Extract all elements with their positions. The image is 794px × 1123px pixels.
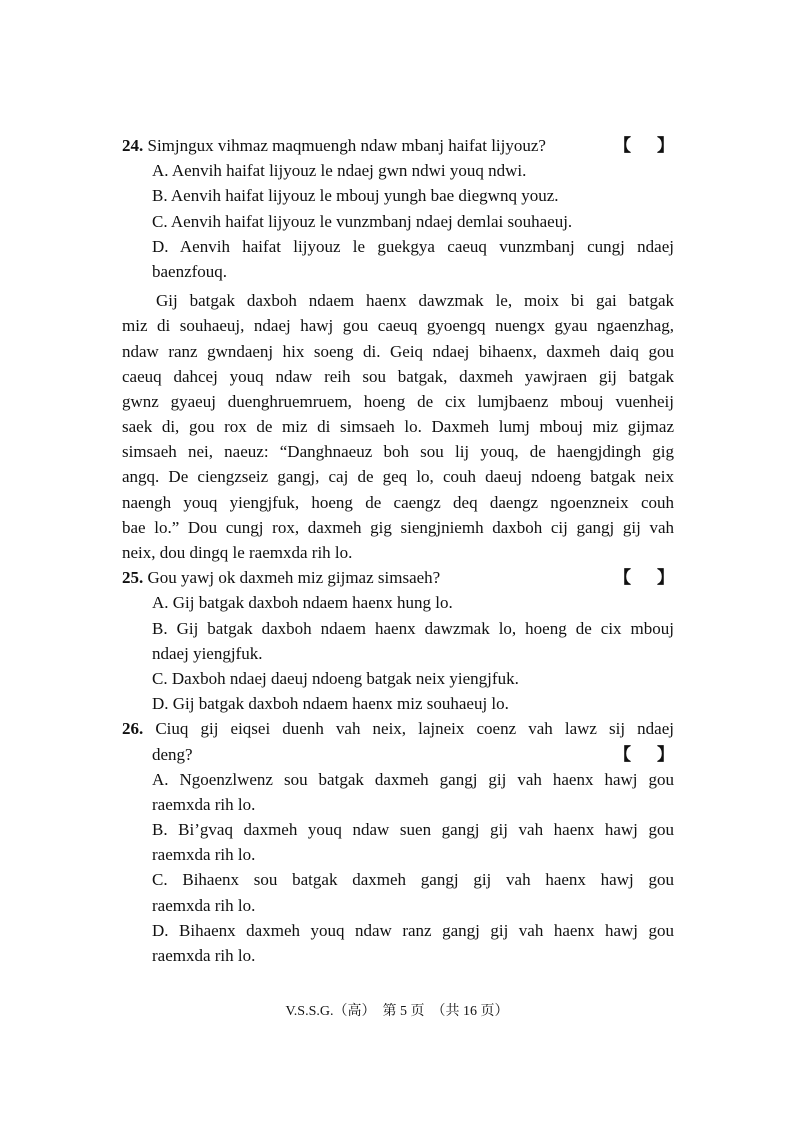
option-c: C. Aenvih haifat lijyouz le vunzmbanj ndaej demlai souhaeuj. [152,211,573,231]
question-25 [122,565,674,590]
option-c: C. Daxboh ndaej daeuj ndoeng batgak neix yiengjfuk. [152,668,519,688]
option-a: A. Aenvih haifat lijyouz le ndaej gwn ndwi youq ndwi. [152,161,527,181]
passage-line: caeuq dahcej youq ndaw reih sou batgak, daxmeh yawjraen gij batgak [122,366,674,386]
option-c: C. Bihaenx sou batgak daxmeh gangj gij vah haenx hawj gou [152,870,674,890]
passage-line: saek di, gou rox de miz di simsaeh lo. Daxmeh lumj mbouj miz gijmaz [122,417,674,437]
passage-line: neix, dou dingq le raemxda rih lo. [122,543,353,562]
passage-line: Gij batgak daxboh ndaem haenx dawzmak le, moix bi gai batgak [156,291,674,311]
question-24 [122,133,674,158]
answer-bracket[interactable]: 【 】 [614,744,674,764]
passage-line: angq. De ciengzseiz gangj, caj de geq lo, couh daeuj ndoeng batgak neix [122,467,674,487]
answer-bracket[interactable]: 【 】 [614,568,674,588]
question-number: 26. [122,719,144,739]
passage-line: gwnz gyaeuj duenghruemruem, hoeng de cix lumjbaenz mbouj vuenheij [122,391,674,411]
option-b-continued: raemxda rih lo. [152,845,256,865]
option-c-continued: raemxda rih lo. [152,895,256,915]
option-d: D. Aenvih haifat lijyouz le guekgya caeuq vunzmbanj cungj ndaej [152,236,674,256]
question-26-continued [122,742,674,767]
page-footer: V.S.S.G.（高） 第 5 页 （共 16 页） [285,1004,509,1019]
option-b-continued: ndaej yiengjfuk. [152,643,263,663]
question-number: 25. [122,568,144,588]
option-d: D. Bihaenx daxmeh youq ndaw ranz gangj gij vah haenx hawj gou [152,920,674,940]
question-text: deng? [152,744,193,764]
reading-passage [122,288,674,565]
option-d-continued: baenzfouq. [152,261,228,281]
passage-line: bae lo.” Dou cungj rox, daxmeh gig siengjniemh daxboh cij gangj gij vah [122,517,674,537]
answer-bracket[interactable]: 【 】 [614,136,674,155]
question-text: Gou yawj ok daxmeh miz gijmaz simsaeh? [147,568,441,588]
option-a-continued: raemxda rih lo. [152,794,256,814]
question-text: Simjngux vihmaz maqmuengh ndaw mbanj haifat lijyouz? [147,136,546,155]
option-a: A. Ngoenzlwenz sou batgak daxmeh gangj gij vah haenx hawj gou [152,769,674,789]
question-number: 24. [122,136,144,155]
question-26 [122,716,674,741]
question-text: Ciuq gij eiqsei duenh vah neix, lajneix coenz vah lawz sij ndaej [155,719,674,739]
option-b: B. Gij batgak daxboh ndaem haenx dawzmak lo, hoeng de cix mbouj [152,618,674,638]
option-b: B. Aenvih haifat lijyouz le mbouj yungh bae diegwnq youz. [152,186,559,206]
passage-line: simsaeh nei, naeuz: “Danghnaeuz boh sou lij youq, de haengjdingh gig [122,442,674,462]
passage-line: ndaw ranz gwndaenj hix soeng di. Geiq ndaej bihaenx, daxmeh daiq gou [122,341,674,361]
passage-line: naengh youq yiengjfuk, hoeng de caengz deq daengz ngoenzneix couh [122,492,674,512]
option-d: D. Gij batgak daxboh ndaem haenx miz souhaeuj lo. [152,694,509,714]
option-d-continued: raemxda rih lo. [152,946,256,965]
passage-line: miz di souhaeuj, ndaej hawj gou caeuq gyoengq nuengx gyau ngaenzhag, [122,316,674,336]
option-a: A. Gij batgak daxboh ndaem haenx hung lo. [152,593,453,613]
option-b: B. Bi’gvaq daxmeh youq ndaw suen gangj gij vah haenx hawj gou [152,820,674,840]
exam-page-content [122,133,674,968]
